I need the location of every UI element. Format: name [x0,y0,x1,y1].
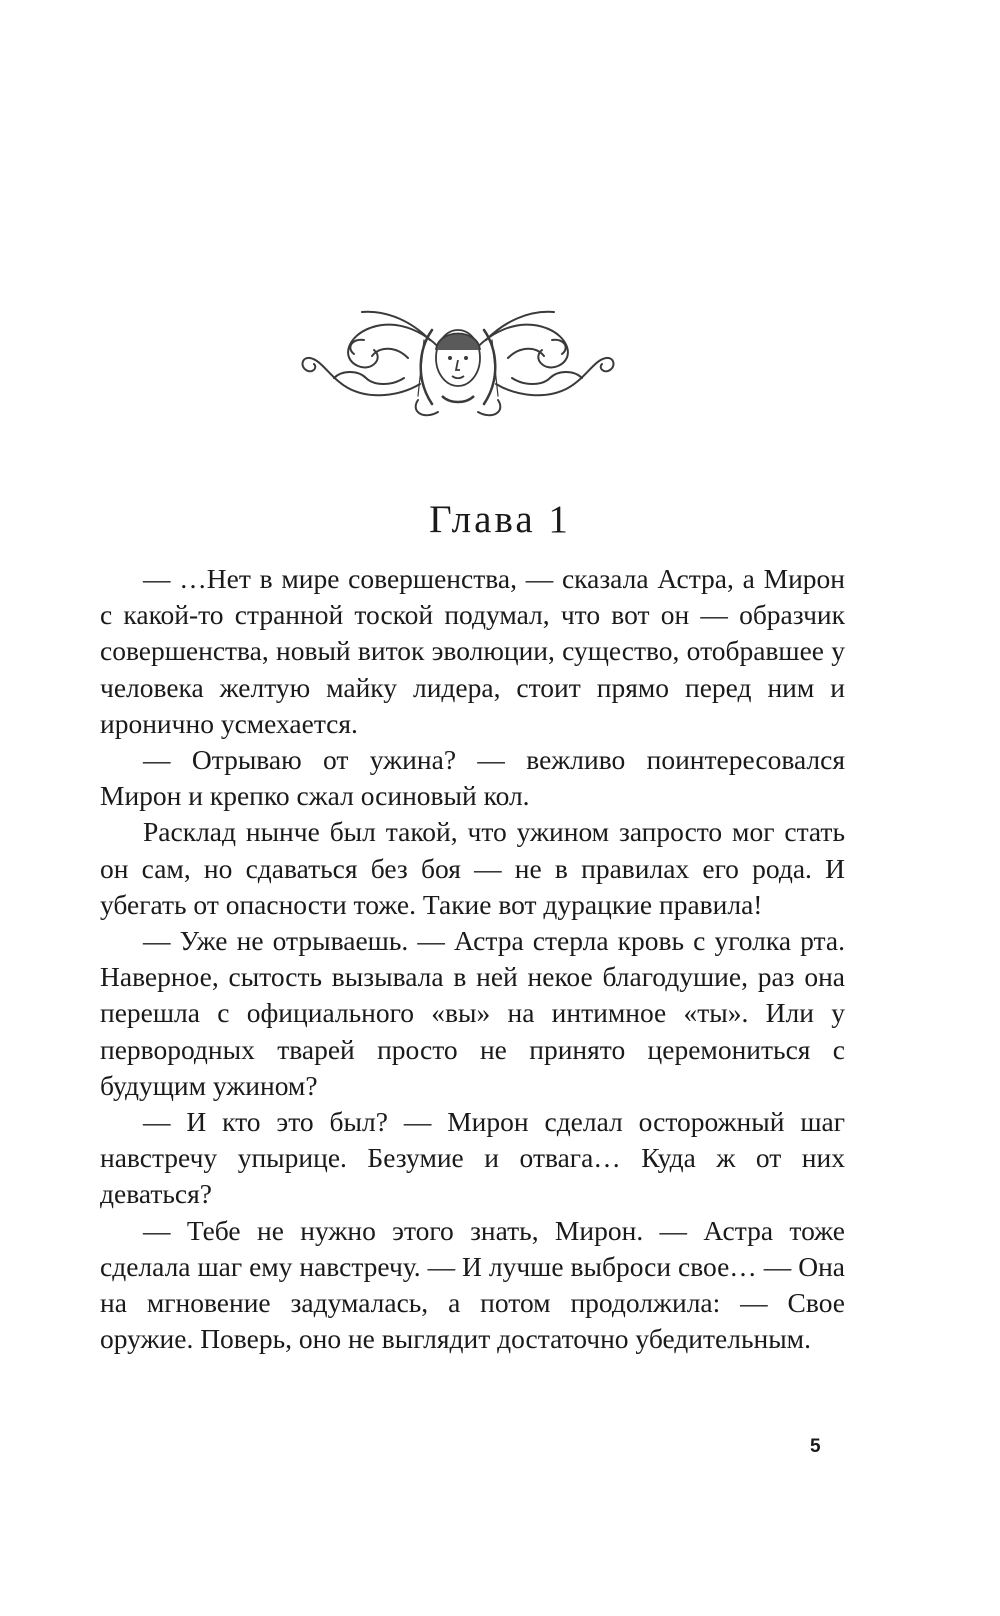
chapter-body [100,561,845,1357]
cherub-scroll-ornament-icon [300,300,616,424]
paragraph: Расклад нынче был такой, что ужином запросто мог стать он сам, но сдаваться без боя — не в правилах его рода. И убегать от опасности тоже. Такие вот дурацкие правила! [100,816,845,920]
paragraph: — Тебе не нужно этого знать, Мирон. — Астра тоже сделала шаг ему навстречу. — И лучше выброси свое… — Она на мгновение задумалась, а потом продолжила: — Свое оружие. Поверь, оно не выглядит достаточно убедительным. [100,1214,845,1355]
chapter-title: Глава 1 [429,498,571,541]
paragraph: — …Нет в мире совершенства, — сказала Астра, а Мирон с какой-то странной тоской подумал, что вот он — образчик совершенства, новый виток эволюции, существо, отобравшее у человека желтую майку лидера, стоит прямо перед ним и иронично усмехается. [100,563,845,739]
page-number: 5 [810,1436,821,1457]
paragraph: — И кто это был? — Мирон сделал осторожный шаг навстречу упырице. Безумие и отвага… Куда ж от них деваться? [100,1106,845,1210]
paragraph: — Отрываю от ужина? — вежливо поинтересовался Мирон и крепко сжал осиновый кол. [100,744,845,812]
paragraph: — Уже не отрываешь. — Астра стерла кровь с уголка рта. Наверное, сытость вызывала в ней некое благодушие, раз она перешла с официального «вы» на интимное «ты». Или у первородных тварей просто не принято церемониться с будущим ужином? [100,925,845,1101]
